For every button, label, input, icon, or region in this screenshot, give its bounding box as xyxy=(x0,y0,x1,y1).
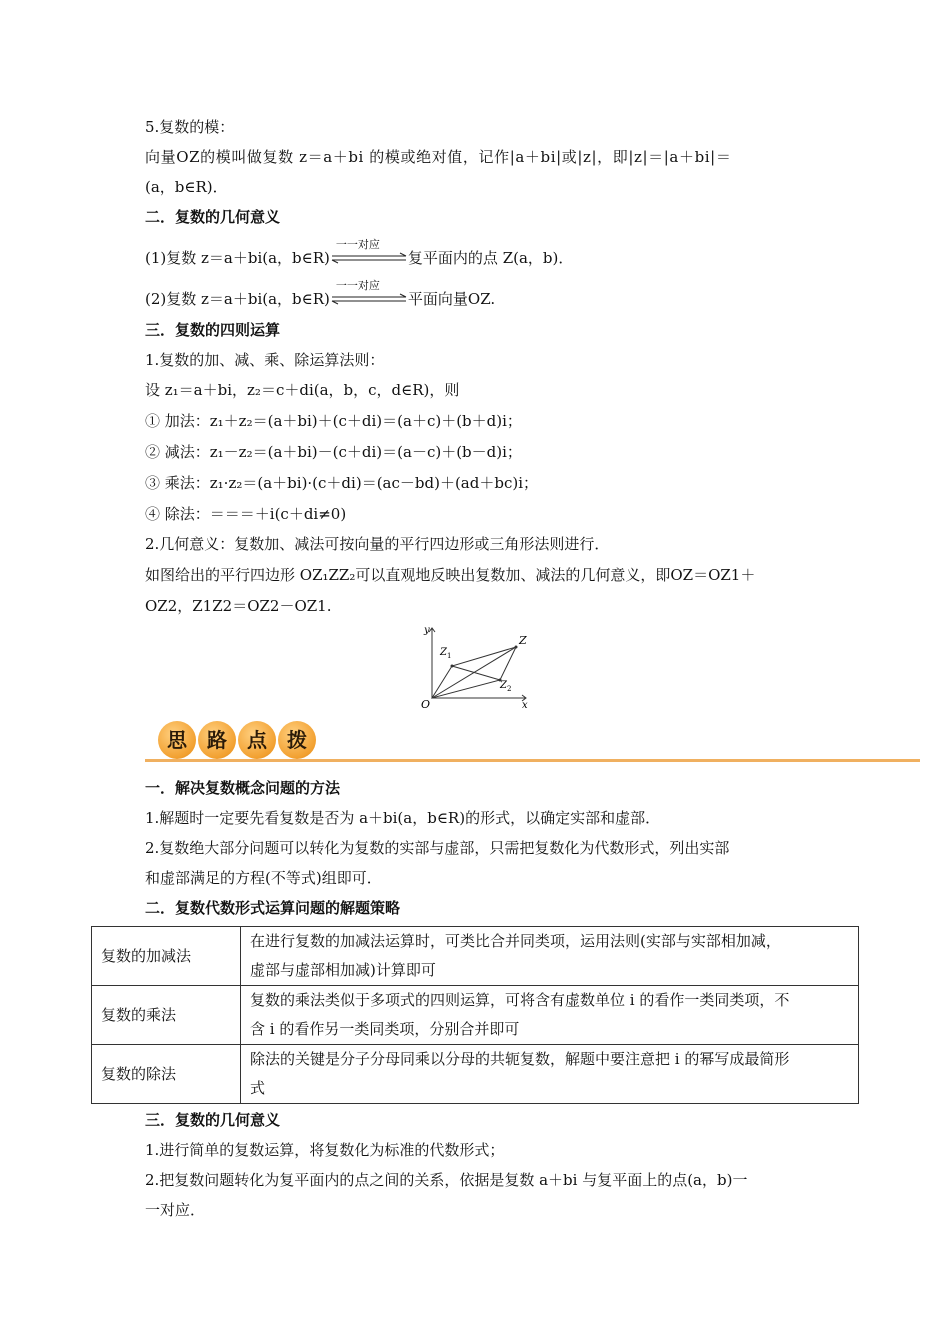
ops-geo-line1: 如图给出的平行四边形 OZ₁ZZ₂可以直观地反映出复数加、减法的几何意义，即OZ＝OZ1＋ xyxy=(145,566,756,584)
banner-char-2: 路 xyxy=(198,721,236,759)
desc-line: 除法的关键是分子分母同乘以分母的共轭复数，解题中要注意把 i 的幂写成最简形 xyxy=(250,1050,790,1068)
x-label: x xyxy=(522,700,528,711)
desc-line: 含 i 的看作另一类同类项，分别合并即可 xyxy=(250,1020,520,1038)
tips-p1: 1.解题时一定要先看复数是否为 a＋bi(a，b∈R)的形式，以确定实部和虚部． xyxy=(145,809,661,827)
table-cell-name: 复数的加减法 xyxy=(92,927,241,986)
table-row xyxy=(92,1045,859,1104)
origin-label: O xyxy=(421,698,431,711)
ops-geo-line2: OZ2，Z1Z2＝OZ2－OZ1. xyxy=(145,597,332,615)
item2-left: (2)复数 z＝a＋bi(a，b∈R) xyxy=(145,290,330,308)
table-cell-desc xyxy=(241,1045,859,1104)
ops-heading: 三．复数的四则运算 xyxy=(145,321,281,339)
z-label: Z xyxy=(519,634,527,647)
desc-line: 虚部与虚部相加减)计算即可 xyxy=(250,961,436,979)
strategy-table xyxy=(91,926,859,1104)
arrow-label: 一一对应 xyxy=(335,238,380,251)
table-row xyxy=(92,927,859,986)
double-arrow-icon xyxy=(330,252,408,264)
y-label: y xyxy=(424,625,430,636)
banner-char-4: 拨 xyxy=(278,721,316,759)
ops-add: ① 加法：z₁＋z₂＝(a＋bi)＋(c＋di)＝(a＋c)＋(b＋d)i； xyxy=(145,412,522,430)
item1-left: (1)复数 z＝a＋bi(a，b∈R) xyxy=(145,249,330,267)
table-cell-name: 复数的除法 xyxy=(92,1045,241,1104)
banner-divider xyxy=(145,759,920,762)
tips-p4b: 一对应． xyxy=(145,1201,206,1219)
ops-mul: ③ 乘法：z₁·z₂＝(a＋bi)·(c＋di)＝(ac－bd)＋(ad＋bc)i； xyxy=(145,474,538,492)
ops-rule-title: 1.复数的加、减、乘、除运算法则： xyxy=(145,351,385,369)
arrow-label: 一一对应 xyxy=(335,279,380,292)
diagonal-z1z2 xyxy=(452,666,500,680)
correspondence-arrow xyxy=(330,279,408,309)
double-arrow-icon xyxy=(330,293,408,305)
table-cell-name: 复数的乘法 xyxy=(92,986,241,1045)
ops-geo-title: 2.几何意义：复数加、减法可按向量的平行四边形或三角形法则进行． xyxy=(145,535,610,553)
desc-line: 式 xyxy=(250,1079,266,1097)
point-z1 xyxy=(451,665,454,668)
table-cell-desc xyxy=(241,986,859,1045)
ops-sub: ② 减法：z₁－z₂＝(a＋bi)－(c＋di)＝(a－c)＋(b－d)i； xyxy=(145,443,522,461)
section5-title: 5.复数的模： xyxy=(145,118,235,136)
item1-right: 复平面内的点 Z(a，b)． xyxy=(407,249,574,267)
item2-right: 平面向量OZ. xyxy=(407,290,496,308)
ops-setup: 设 z₁＝a＋bi，z₂＝c＋di(a，b，c，d∈R)，则 xyxy=(145,381,460,399)
table-row xyxy=(92,986,859,1045)
tips-p2b: 和虚部满足的方程(不等式)组即可． xyxy=(145,869,382,887)
z2-label: Z xyxy=(500,680,507,691)
desc-line: 在进行复数的加减法运算时，可类比合并同类项，运用法则(实部与实部相加减， xyxy=(250,932,781,950)
table-cell-desc xyxy=(241,927,859,986)
section5-line1: 向量OZ的模叫做复数 z＝a＋bi 的模或绝对值，记作|a＋bi|或|z|，即|z|＝|a＋bi|＝ xyxy=(145,148,732,166)
tips-heading-2: 二．复数代数形式运算问题的解题策略 xyxy=(145,899,401,917)
desc-line: 复数的乘法类似于多项式的四则运算，可将含有虚数单位 i 的看作一类同类项，不 xyxy=(250,991,790,1009)
banner-char-3: 点 xyxy=(238,721,276,759)
tips-p4a: 2.把复数问题转化为复平面内的点之间的关系，依据是复数 a＋bi 与复平面上的点(a，b)一 xyxy=(145,1171,748,1189)
tips-p3: 1.进行简单的复数运算，将复数化为标准的代数形式； xyxy=(145,1141,505,1159)
tips-heading-3: 三．复数的几何意义 xyxy=(145,1111,281,1129)
geometry-item-1 xyxy=(145,238,574,268)
z1-subscript: 1 xyxy=(447,652,452,660)
point-z xyxy=(515,646,518,649)
correspondence-arrow xyxy=(330,238,408,268)
z1-label: Z xyxy=(440,647,447,658)
banner-char-1: 思 xyxy=(158,721,196,759)
geometry-heading: 二．复数的几何意义 xyxy=(145,208,281,226)
ops-div: ④ 除法：＝＝＝＋i(c＋di≠0) xyxy=(145,505,347,523)
parallelogram-diagram xyxy=(418,622,536,712)
section5-line2: (a，b∈R)． xyxy=(145,178,228,196)
tips-heading-1: 一．解决复数概念问题的方法 xyxy=(145,779,341,797)
z2-subscript: 2 xyxy=(507,685,512,693)
tips-p2a: 2.复数绝大部分问题可以转化为复数的实部与虚部，只需把复数化为代数形式，列出实部 xyxy=(145,839,730,857)
geometry-item-2 xyxy=(145,279,496,309)
